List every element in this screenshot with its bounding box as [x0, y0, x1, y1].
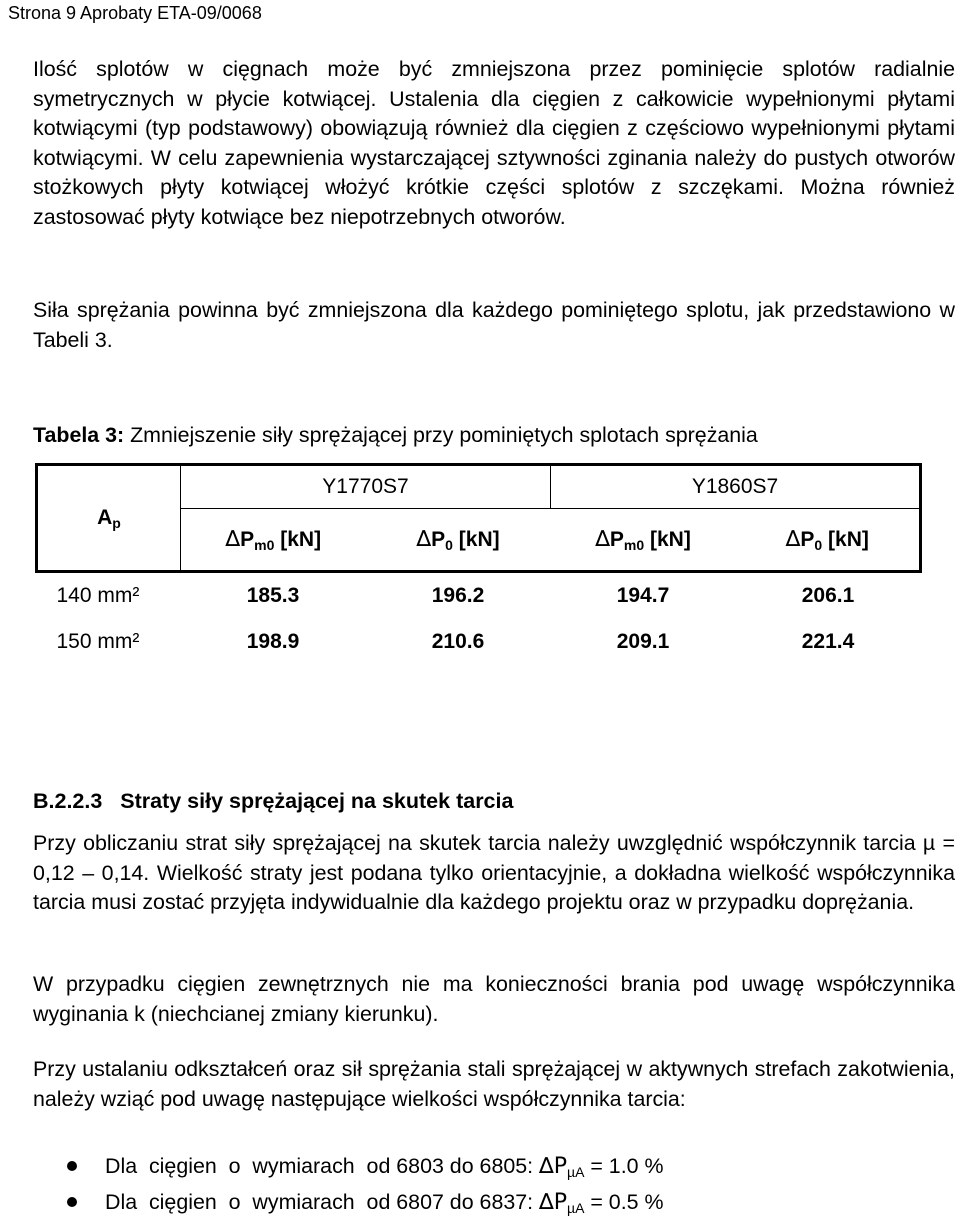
- paragraph-external-tendons: W przypadku cięgien zewnętrznych nie ma konieczności brania pod uwagę współczynnika wyginania k (niechcianej zmiany kierunku).: [33, 972, 955, 1026]
- intro-paragraph-block: [33, 55, 955, 233]
- row-label: 150 mm²: [56, 630, 140, 653]
- header-dpm0-y1860: [551, 509, 736, 572]
- row-label: 140 mm²: [56, 584, 140, 607]
- table-row: [37, 572, 921, 620]
- table-cell: 206.1: [801, 584, 855, 607]
- header-dp0-y1860: [736, 509, 921, 572]
- header-group-y1860s7: Y1860S7: [551, 465, 921, 509]
- bullet-value: = 1.0 %: [584, 1154, 664, 1178]
- list-item: [33, 1184, 955, 1220]
- delta-p-symbol: ∆P: [539, 1190, 568, 1215]
- delta-symbol: ∆: [416, 526, 432, 552]
- unit-kn: [kN]: [650, 527, 691, 551]
- delta-p-symbol: ∆P: [539, 1154, 568, 1179]
- zero-subscript: 0: [445, 536, 453, 553]
- table-cell: 198.9: [246, 630, 300, 653]
- m0-subscript: m0: [254, 536, 275, 553]
- bullet-value: = 0.5 %: [584, 1190, 664, 1214]
- mu-a-subscript: µA: [567, 1200, 585, 1216]
- paragraph-strand-omission: Ilość splotów w cięgnach może być zmniejszona przez pominięcie splotów radialnie symetrycznych w płycie kotwiącej. Ustalenia dla cięgien z całkowicie wypełnionymi płytami kotwiącymi (typ podstawowy) obowiązują również dla cięgien z częściowo wypełnionymi płytami kotwiącymi. W celu zapewnienia wystarczającej sztywności zginania należy do pustych otworów stożkowych płyty kotwiącej włożyć krótkie części splotów z szczękami. Można również zastosować płyty kotwiące bez niepotrzebnych otworów.: [33, 57, 955, 229]
- paragraph-friction: Przy obliczaniu strat siły sprężającej na skutek tarcia należy uwzględnić współczynnik tarcia µ = 0,12 – 0,14. Wielkość straty jest podana tylko orientacyjnie, a dokładna wielkość współczynnika tarcia musi zostać przyjęta indywidualnie dla każdego projektu oraz w przypadku doprężania.: [33, 831, 955, 915]
- delta-symbol: ∆: [595, 526, 610, 552]
- ap-subscript: p: [112, 514, 121, 531]
- table-cell: 196.2: [431, 584, 485, 607]
- header-dpm0-y1770: [181, 509, 366, 572]
- header-dp0-y1770: [366, 509, 551, 572]
- prestress-reduction-block: [33, 296, 955, 355]
- m0-subscript: m0: [623, 536, 645, 553]
- table-caption: [33, 421, 758, 450]
- friction-values-list: [33, 1148, 955, 1220]
- external-tendons-block: [33, 970, 955, 1029]
- p-symbol: P: [609, 527, 624, 551]
- friction-paragraph-block: [33, 829, 955, 918]
- p-symbol: P: [240, 527, 255, 551]
- section-heading: [33, 789, 513, 814]
- ap-label: A: [97, 505, 113, 529]
- delta-symbol: ∆: [785, 526, 801, 552]
- section-number: B.2.2.3: [33, 789, 103, 813]
- bullet-text: Dla cięgien o wymiarach od 6803 do 6805:: [105, 1154, 540, 1178]
- page-header: Strona 9 Aprobaty ETA-09/0068: [8, 3, 262, 23]
- paragraph-anchorage-zones: Przy ustalaniu odkształceń oraz sił sprężania stali sprężającej w aktywnych strefach zakotwienia, należy wziąć pod uwagę następujące wielkości współczynnika tarcia:: [33, 1057, 955, 1111]
- delta-symbol: ∆: [225, 526, 241, 552]
- anchorage-zone-block: [33, 1055, 955, 1114]
- p-symbol: P: [431, 527, 446, 551]
- list-item: [33, 1148, 955, 1184]
- table-caption-label: Tabela 3:: [33, 423, 125, 447]
- mu-a-subscript: µA: [567, 1164, 585, 1180]
- p-symbol: P: [800, 527, 815, 551]
- zero-subscript: 0: [814, 536, 823, 553]
- section-title: Straty siły sprężającej na skutek tarcia: [120, 789, 514, 813]
- reduction-table: [35, 463, 922, 665]
- table-cell: 210.6: [431, 630, 485, 653]
- bullet-text: Dla cięgien o wymiarach od 6807 do 6837:: [105, 1190, 540, 1214]
- bullet-icon: [67, 1161, 77, 1171]
- table-caption-text: Zmniejszenie siły sprężającej przy pominiętych splotach sprężania: [130, 423, 758, 447]
- unit-kn: [kN]: [280, 527, 322, 551]
- paragraph-prestress-reduction: Siła sprężania powinna być zmniejszona dla każdego pominiętego splotu, jak przedstawiono w Tabeli 3.: [33, 298, 955, 352]
- table-row: [37, 619, 921, 665]
- bullet-icon: [67, 1197, 77, 1207]
- table-cell: 194.7: [616, 584, 670, 607]
- unit-kn: [kN]: [828, 527, 869, 551]
- header-group-y1770s7: Y1770S7: [181, 465, 551, 509]
- table-cell: 221.4: [801, 630, 855, 653]
- header-ap: [37, 465, 181, 572]
- table-cell: 185.3: [246, 584, 300, 607]
- unit-kn: [kN]: [458, 527, 500, 551]
- table-cell: 209.1: [616, 630, 670, 653]
